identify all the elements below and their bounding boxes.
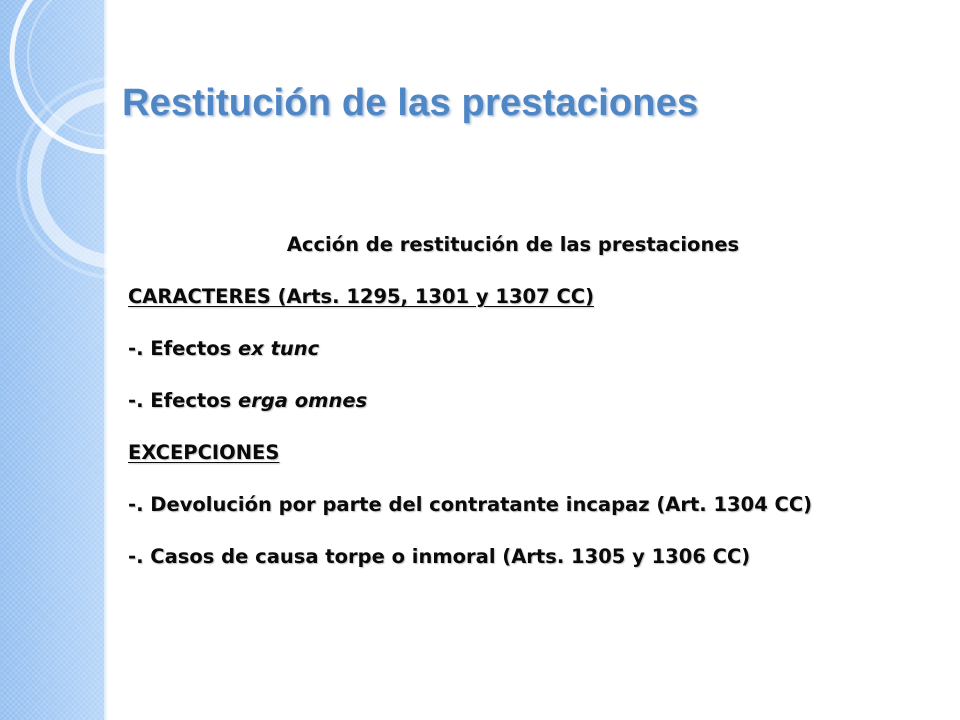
efecto-1-term: ex tunc (238, 337, 320, 360)
slide-subtitle: Acción de restitución de las prestaciones (286, 233, 740, 256)
decorative-side-band (0, 0, 106, 720)
caracteres-heading-text: CARACTERES (Arts. 1295, 1301 y 1307 CC) (128, 285, 594, 308)
excepciones-heading-text: EXCEPCIONES (128, 441, 280, 464)
list-item-efecto-2 (128, 386, 898, 416)
side-band-edge (104, 0, 108, 720)
list-item-efecto-1 (128, 334, 898, 364)
caracteres-heading (128, 282, 898, 312)
efecto-2-prefix: -. Efectos (128, 389, 238, 412)
list-item-excepcion-1: -. Devolución por parte del contratante incapaz (Art. 1304 CC) (128, 493, 813, 516)
slide-title: Restitución de las prestaciones (122, 82, 699, 124)
list-item-excepcion-2: -. Casos de causa torpe o inmoral (Arts. 1305 y 1306 CC) (128, 545, 751, 568)
efecto-1-prefix: -. Efectos (128, 337, 238, 360)
excepciones-heading (128, 438, 898, 468)
efecto-2-term: erga omnes (238, 389, 368, 412)
slide-body (128, 230, 898, 572)
